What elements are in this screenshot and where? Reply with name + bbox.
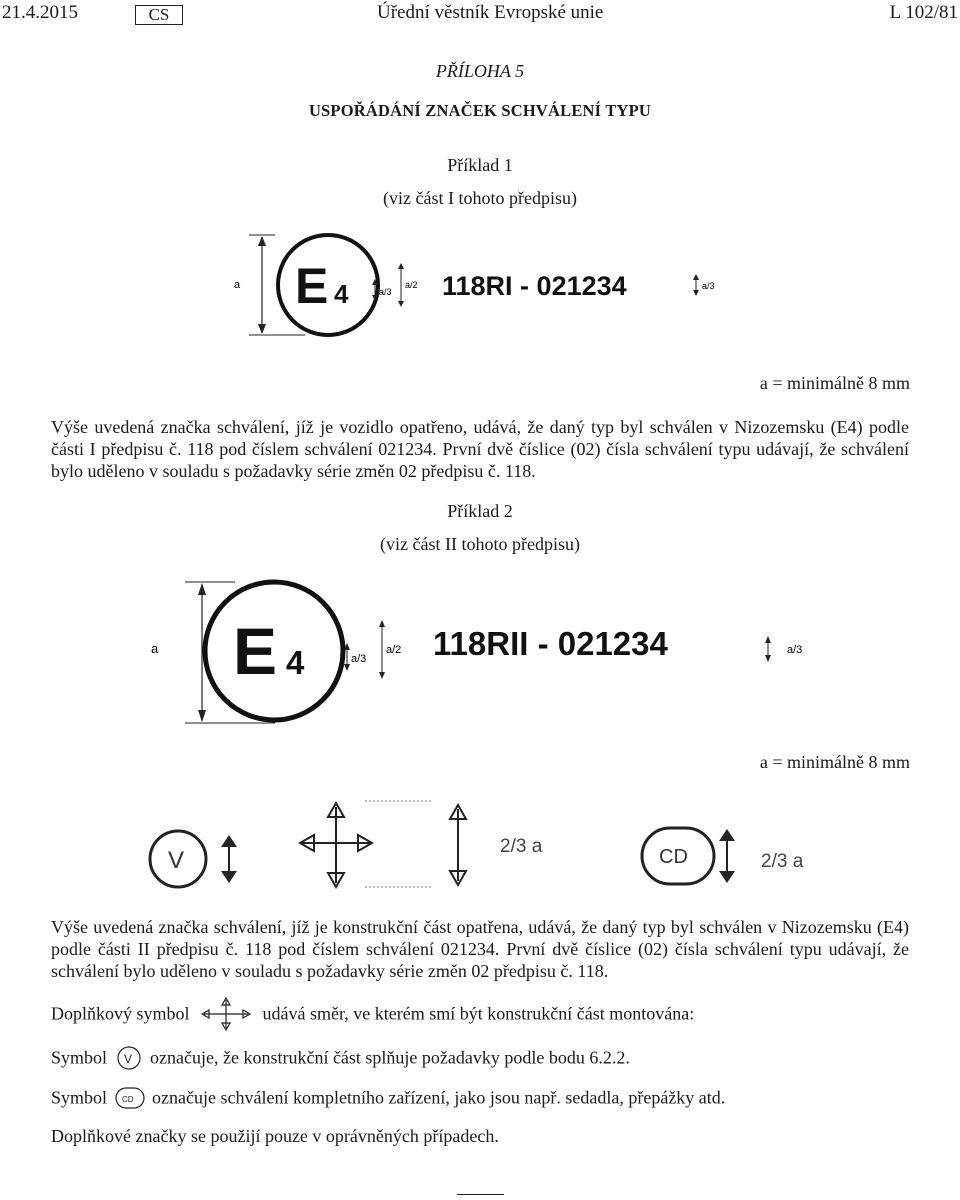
page-header (2, 2, 958, 26)
example1-subtitle: (viz část I tohoto předpisu) (383, 188, 577, 208)
page-number: L 102/81 (889, 2, 958, 23)
example1-approval-mark (220, 228, 740, 343)
example1-letter-e: E (295, 258, 329, 314)
example2-approval-mark (140, 575, 820, 735)
symbol-cd-text: označuje schválení kompletního zařízení, jako jsou např. sedadla, přepážky atd. (152, 1087, 726, 1108)
example2-label-a: a (151, 641, 159, 656)
example2-label-a3: a/3 (351, 653, 367, 665)
footer-rule (457, 1194, 504, 1195)
example2-title: Příklad 2 (447, 501, 513, 521)
example2-description: Výše uvedená značka schválení, jíž je konstrukční část opatřena, udává, že daný typ byl schválen v Nizozemsku (E4) podle části II předpisu č. 118 pod číslem schválení 021234. První dvě číslice (02) čísla schválení typu udávají, že schválení bylo uděleno v souladu s požadavky série změn 02 předpisu č. 118. (51, 917, 909, 981)
example1-minimum: a = minimálně 8 mm (759, 373, 910, 393)
supplementary-symbols-diagram (140, 795, 840, 900)
example2-label-a2: a/2 (386, 644, 402, 656)
example2-label-a3-right: a/3 (787, 644, 803, 656)
example2-letter-e: E (233, 614, 278, 688)
example1-approval-number: 118RI - 021234 (442, 271, 627, 301)
small-cd-letters: CD (121, 1095, 134, 1104)
v-height-arrow-up-icon (221, 835, 237, 847)
journal-title: Úřední věstník Evropské unie (377, 2, 604, 23)
cd-height-arrow-up-icon (719, 829, 735, 841)
example1-label-a3: a/3 (379, 287, 392, 297)
cd-symbol-letters: CD (659, 846, 688, 868)
example2-minimum: a = minimálně 8 mm (759, 752, 910, 772)
symbol-cd-word: Symbol (51, 1087, 108, 1108)
symbol-v-text: označuje, že konstrukční část splňuje požadavky podle bodu 6.2.2. (150, 1047, 630, 1068)
example1-title: Příklad 1 (447, 155, 513, 175)
additional-symbol-prefix: Doplňkový symbol (51, 1003, 190, 1024)
example1-description: Výše uvedená značka schválení, jíž je vozidlo opatřeno, udává, že daný typ byl schválen v Nizozemsku (E4) podle části I předpisu č. 118 pod číslem schválení 021234. První dvě číslice (02) čísla schválení typu udávají, že schválení bylo uděleno v souladu s požadavky série změn 02 předpisu č. 118. (51, 417, 909, 481)
language-badge: CS (135, 5, 183, 25)
example2-approval-number: 118RII - 021234 (433, 625, 668, 662)
example2-subtitle: (viz část II tohoto předpisu) (380, 534, 580, 554)
example1-number: 4 (334, 279, 349, 309)
two-thirds-label-1: 2/3 a (500, 836, 543, 857)
small-v-symbol-icon (114, 1045, 144, 1071)
symbol-cd-line (51, 1085, 725, 1111)
small-cd-symbol-icon (114, 1085, 146, 1111)
publication-date: 21.4.2015 (2, 2, 78, 23)
example1-label-a3-right: a/3 (702, 281, 715, 291)
example1-label-a: a (234, 279, 241, 291)
v-height-arrow-down-icon (221, 871, 237, 883)
symbol-v-word: Symbol (51, 1047, 108, 1068)
v-symbol-letter: V (168, 847, 185, 874)
small-v-letter: V (123, 1052, 132, 1066)
final-note: Doplňkové značky se použijí pouze v oprávněných případech. (51, 1126, 499, 1146)
cd-height-arrow-down-icon (719, 871, 735, 883)
annex-label: PŘÍLOHA 5 (435, 61, 525, 81)
example2-number: 4 (286, 644, 305, 681)
direction-arrows-icon (300, 803, 372, 887)
annex-heading: USPOŘÁDÁNÍ ZNAČEK SCHVÁLENÍ TYPU (308, 101, 652, 120)
small-direction-arrows-icon (196, 996, 256, 1032)
two-thirds-label-2: 2/3 a (761, 851, 804, 872)
example1-label-a2: a/2 (405, 280, 418, 290)
symbol-v-line (51, 1045, 630, 1071)
additional-symbol-suffix: udává směr, ve kterém smí být konstrukční část montována: (262, 1003, 695, 1024)
additional-symbol-line (51, 996, 694, 1032)
